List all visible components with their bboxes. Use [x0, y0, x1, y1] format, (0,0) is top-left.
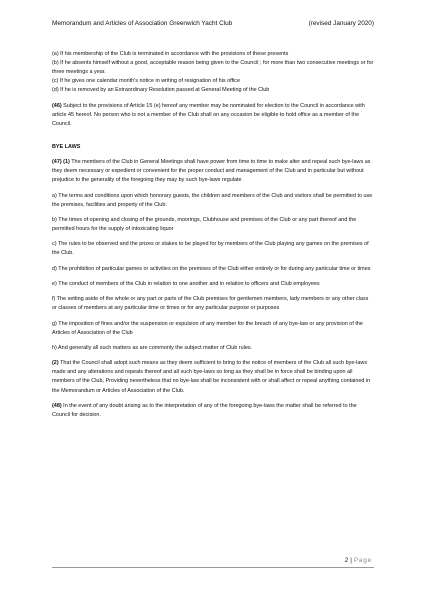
list-item: (b) If he absents himself without a good, acceptable reason being given to the Council ; for more than two consecutive meetings or for three meetings a year.	[52, 60, 374, 76]
article-48	[52, 402, 374, 420]
clause-b: b) The times of opening and closing of the grounds, moorings, Clubhouse and premises of the Club or any part thereof and the permitted hours for the supply of intoxicating liquor	[52, 216, 357, 232]
clause-d: d) The prohibition of particular games or activities on the premises of the Club either entirely or for during any particular time or times	[52, 265, 371, 272]
footer-rule	[52, 567, 374, 568]
list-item: (a) If his membership of the Club is terminated in accordance with the provisions of these presents	[52, 51, 289, 57]
article-text: That the Council shall adopt such means as they deem sufficient to bring to the notice of members of the Club all such bye-laws made and any alterations and repeals thereof and all such bye-laws so long as they shall be in force shall be binding upon all members of the Club, Providing nevertheless that no bye-law shall be inconsistent with or shall affect or repeal anything contained in the Memorandum or Articles of Association of the Club.	[52, 360, 371, 394]
article-number: (47) (1)	[52, 159, 70, 166]
clause-a: a) The terms and conditions upon which honorary guests, the children and members of the Club and visitors shall be permitted to use the premises, facilities and property of the Club.	[52, 192, 373, 208]
article-text: The members of the Club in General Meetings shall have power from time to time to make alter and repeal such bye-laws as they deem necessary or expedient or convenient for the proper conduct and management of the Club and in particular but without prejudice to the generality of the foregoing they may by such bye-laws regulate	[52, 159, 371, 184]
section-heading: BYE LAWS	[52, 143, 81, 150]
article-text: Subject to the provisions of Article 15 (e) hereof any member may be nominated for election to the Council in accordance with article 45 hereof. No person who is not a member of the Club shall on any occasion be eligible to hold office as a member of the Council.	[52, 102, 365, 127]
page-number: 2	[344, 557, 349, 564]
header-title: Memorandum and Articles of Association Greenwich Yacht Club	[52, 20, 233, 27]
article-46	[52, 102, 374, 129]
clause-f: f) The setting aside of the whole or any part or parts of the Club premises for gentlemen members, lady members or any other class or classes of members at any particular time or times or for any particular purpose or purposes	[52, 296, 369, 312]
removal-list	[52, 50, 374, 95]
page-header	[52, 20, 374, 27]
page-label: Page	[353, 557, 372, 564]
page-footer	[345, 557, 372, 564]
clause-h: h) And generally all such matters as are commonly the subject matter of Club rules.	[52, 344, 253, 351]
article-number: (46)	[52, 102, 62, 109]
clause-c: c) The rules to be observed and the prizes or stakes to be played for by members of the Club playing any games on the premises of the Club.	[52, 241, 369, 257]
list-item: (d) If he is removed by an Extraordinary Resolution passed at General Meeting of the Club	[52, 87, 270, 94]
document-body	[52, 50, 374, 426]
article-47	[52, 158, 374, 185]
list-item: (c) If he gives one calendar month's notice in writing of resignation of his office	[52, 78, 241, 85]
article-47-2	[52, 359, 374, 395]
article-text: In the event of any doubt arising as to the interpretation of any of the foregoing bye-laws the matter shall be referred to the Council for decision.	[52, 402, 357, 418]
clause-g: g) The imposition of fines and/or the suspension or expulsion of any member for the breach of any bye-law or any provision of the Articles of Association of the Club	[52, 320, 363, 336]
article-number: (2)	[52, 360, 59, 367]
article-number: (48)	[52, 402, 62, 409]
footer-separator: |	[350, 557, 352, 564]
header-revision: (revised January 2020)	[308, 20, 374, 27]
clause-e: e) The conduct of members of the Club in relation to one another and in relation to officers and Club employees	[52, 280, 320, 287]
